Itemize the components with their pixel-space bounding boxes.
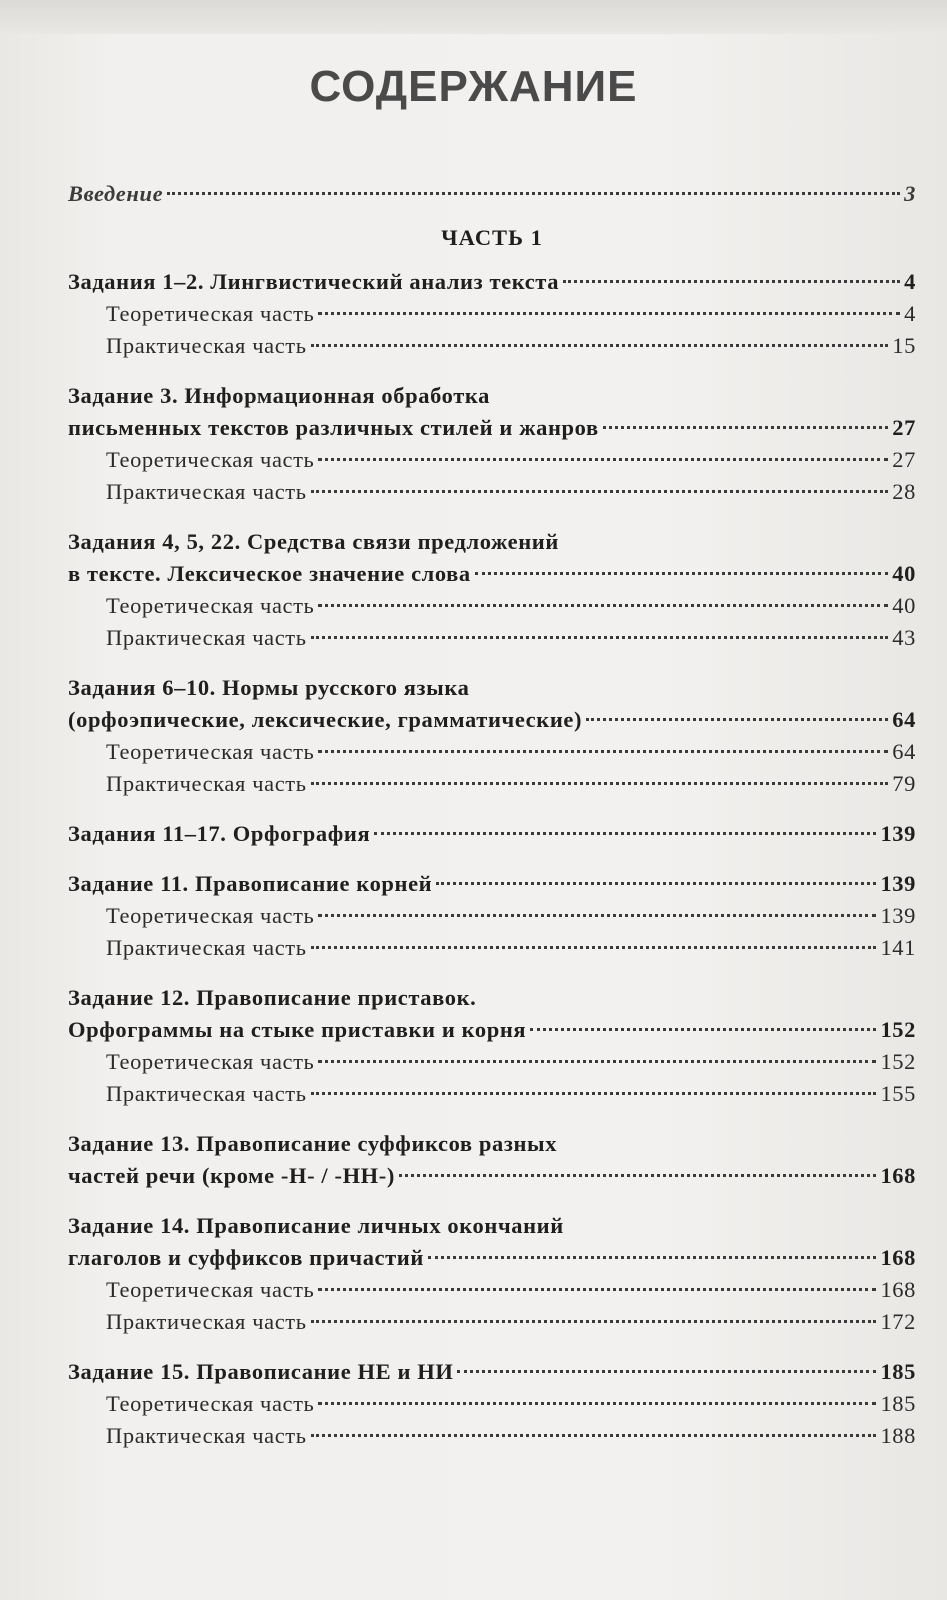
toc-page-number: 3 bbox=[904, 181, 916, 206]
toc-subentry-practice bbox=[68, 1078, 916, 1110]
dot-leader bbox=[586, 718, 888, 721]
toc-page-number: 139 bbox=[880, 871, 916, 896]
toc-section bbox=[68, 558, 916, 590]
toc-section-title: Задания 1–2. Лингвистический анализ текста bbox=[68, 269, 560, 294]
toc-subentry-title: Практическая часть bbox=[106, 1081, 307, 1106]
toc-entry-title: Введение bbox=[68, 181, 164, 206]
dot-leader bbox=[311, 344, 889, 347]
toc-subentry-practice bbox=[68, 1306, 916, 1338]
toc-section bbox=[68, 412, 916, 444]
toc-subentry-practice bbox=[68, 330, 916, 362]
dot-leader bbox=[311, 1092, 877, 1095]
toc-subentry-title: Теоретическая часть bbox=[106, 1277, 315, 1302]
toc-subentry-title: Теоретическая часть bbox=[106, 739, 315, 764]
toc-section-title: (орфоэпические, лексические, грамматические) bbox=[68, 707, 583, 732]
toc-section-title-line: Задание 12. Правописание приставок. bbox=[68, 985, 477, 1010]
toc-subentry-practice bbox=[68, 768, 916, 800]
toc-page-number: 40 bbox=[892, 593, 916, 618]
toc-section-title: письменных текстов различных стилей и жанров bbox=[68, 415, 599, 440]
dot-leader bbox=[311, 490, 889, 493]
dot-leader bbox=[311, 946, 877, 949]
toc-subentry-theory bbox=[68, 590, 916, 622]
toc-entry-intro bbox=[68, 178, 916, 210]
toc-section bbox=[68, 1160, 916, 1192]
toc-subentry-title: Практическая часть bbox=[106, 333, 307, 358]
table-of-contents bbox=[68, 178, 916, 1452]
dot-leader bbox=[318, 914, 876, 917]
toc-section-title: в тексте. Лексическое значение слова bbox=[68, 561, 471, 586]
toc-section-title: глаголов и суффиксов причастий bbox=[68, 1245, 424, 1270]
toc-subentry-theory bbox=[68, 1388, 916, 1420]
toc-subentry-title: Теоретическая часть bbox=[106, 301, 315, 326]
toc-subentry-title: Теоретическая часть bbox=[106, 1049, 315, 1074]
toc-page-number: 139 bbox=[880, 903, 916, 928]
toc-subentry-title: Практическая часть bbox=[106, 1309, 307, 1334]
page-title: СОДЕРЖАНИЕ bbox=[309, 62, 638, 111]
toc-section bbox=[68, 704, 916, 736]
dot-leader bbox=[311, 1434, 877, 1437]
toc-page-number: 152 bbox=[880, 1017, 916, 1042]
dot-leader bbox=[436, 882, 876, 885]
dot-leader bbox=[603, 426, 889, 429]
part-heading: ЧАСТЬ 1 bbox=[441, 225, 543, 250]
dot-leader bbox=[318, 750, 888, 753]
toc-subentry-title: Практическая часть bbox=[106, 935, 307, 960]
toc-page-number: 168 bbox=[880, 1245, 916, 1270]
dot-leader bbox=[530, 1028, 876, 1031]
toc-subentry-theory bbox=[68, 900, 916, 932]
toc-page-number: 152 bbox=[880, 1049, 916, 1074]
toc-page-number: 28 bbox=[892, 479, 916, 504]
toc-subentry-title: Теоретическая часть bbox=[106, 1391, 315, 1416]
toc-page-number: 185 bbox=[880, 1391, 916, 1416]
toc-subentry-practice bbox=[68, 932, 916, 964]
dot-leader bbox=[563, 280, 900, 283]
page-header-strip bbox=[0, 0, 947, 34]
toc-subentry-theory bbox=[68, 736, 916, 768]
toc-page-number: 188 bbox=[880, 1423, 916, 1448]
toc-page-number: 141 bbox=[880, 935, 916, 960]
toc-section bbox=[68, 1242, 916, 1274]
toc-subentry-theory bbox=[68, 298, 916, 330]
toc-page-number: 185 bbox=[880, 1359, 916, 1384]
toc-page-number: 168 bbox=[880, 1163, 916, 1188]
dot-leader bbox=[318, 604, 888, 607]
toc-page-number: 4 bbox=[904, 301, 916, 326]
toc-page-number: 64 bbox=[892, 707, 916, 732]
toc-subentry-practice bbox=[68, 622, 916, 654]
toc-page-number: 40 bbox=[892, 561, 916, 586]
toc-subentry-theory bbox=[68, 444, 916, 476]
toc-subentry-practice bbox=[68, 476, 916, 508]
toc-subentry-title: Практическая часть bbox=[106, 625, 307, 650]
dot-leader bbox=[311, 636, 889, 639]
dot-leader bbox=[311, 1320, 877, 1323]
toc-section-title: Задание 15. Правописание НЕ и НИ bbox=[68, 1359, 454, 1384]
toc-section bbox=[68, 868, 916, 900]
toc-section bbox=[68, 1014, 916, 1046]
toc-page-number: 15 bbox=[892, 333, 916, 358]
dot-leader bbox=[475, 572, 889, 575]
dot-leader bbox=[318, 458, 888, 461]
toc-page-number: 168 bbox=[880, 1277, 916, 1302]
toc-subentry-theory bbox=[68, 1046, 916, 1078]
toc-subentry-title: Практическая часть bbox=[106, 1423, 307, 1448]
toc-section-title-line: Задание 13. Правописание суффиксов разных bbox=[68, 1131, 558, 1156]
toc-subentry-title: Теоретическая часть bbox=[106, 593, 315, 618]
toc-page-number: 64 bbox=[892, 739, 916, 764]
toc-page-number: 27 bbox=[892, 415, 916, 440]
dot-leader bbox=[374, 832, 876, 835]
toc-section-title-line: Задания 4, 5, 22. Средства связи предложений bbox=[68, 529, 559, 554]
toc-section bbox=[68, 266, 916, 298]
dot-leader bbox=[167, 192, 900, 195]
toc-subentry-theory bbox=[68, 1274, 916, 1306]
toc-page-number: 43 bbox=[892, 625, 916, 650]
dot-leader bbox=[399, 1174, 876, 1177]
toc-section-title: Задания 11–17. Орфография bbox=[68, 821, 371, 846]
toc-subentry-title: Практическая часть bbox=[106, 771, 307, 796]
toc-page-number: 79 bbox=[892, 771, 916, 796]
dot-leader bbox=[318, 1402, 876, 1405]
dot-leader bbox=[311, 782, 889, 785]
toc-page-number: 27 bbox=[892, 447, 916, 472]
toc-section bbox=[68, 1356, 916, 1388]
toc-subentry-title: Теоретическая часть bbox=[106, 447, 315, 472]
toc-section-title-line: Задания 6–10. Нормы русского языка bbox=[68, 675, 470, 700]
dot-leader bbox=[457, 1370, 876, 1373]
toc-section-title: Задание 11. Правописание корней bbox=[68, 871, 433, 896]
dot-leader bbox=[318, 1060, 876, 1063]
toc-page-number: 155 bbox=[880, 1081, 916, 1106]
dot-leader bbox=[318, 1288, 876, 1291]
toc-page-number: 4 bbox=[904, 269, 916, 294]
toc-subentry-practice bbox=[68, 1420, 916, 1452]
dot-leader bbox=[318, 312, 900, 315]
toc-subentry-title: Практическая часть bbox=[106, 479, 307, 504]
dot-leader bbox=[428, 1256, 877, 1259]
toc-page-number: 172 bbox=[880, 1309, 916, 1334]
toc-section-title-line: Задание 14. Правописание личных окончаний bbox=[68, 1213, 564, 1238]
toc-section-title-line: Задание 3. Информационная обработка bbox=[68, 383, 490, 408]
toc-section-title: частей речи (кроме -Н- / -НН-) bbox=[68, 1163, 395, 1188]
toc-section-title: Орфограммы на стыке приставки и корня bbox=[68, 1017, 527, 1042]
toc-section bbox=[68, 818, 916, 850]
toc-subentry-title: Теоретическая часть bbox=[106, 903, 315, 928]
toc-page-number: 139 bbox=[880, 821, 916, 846]
